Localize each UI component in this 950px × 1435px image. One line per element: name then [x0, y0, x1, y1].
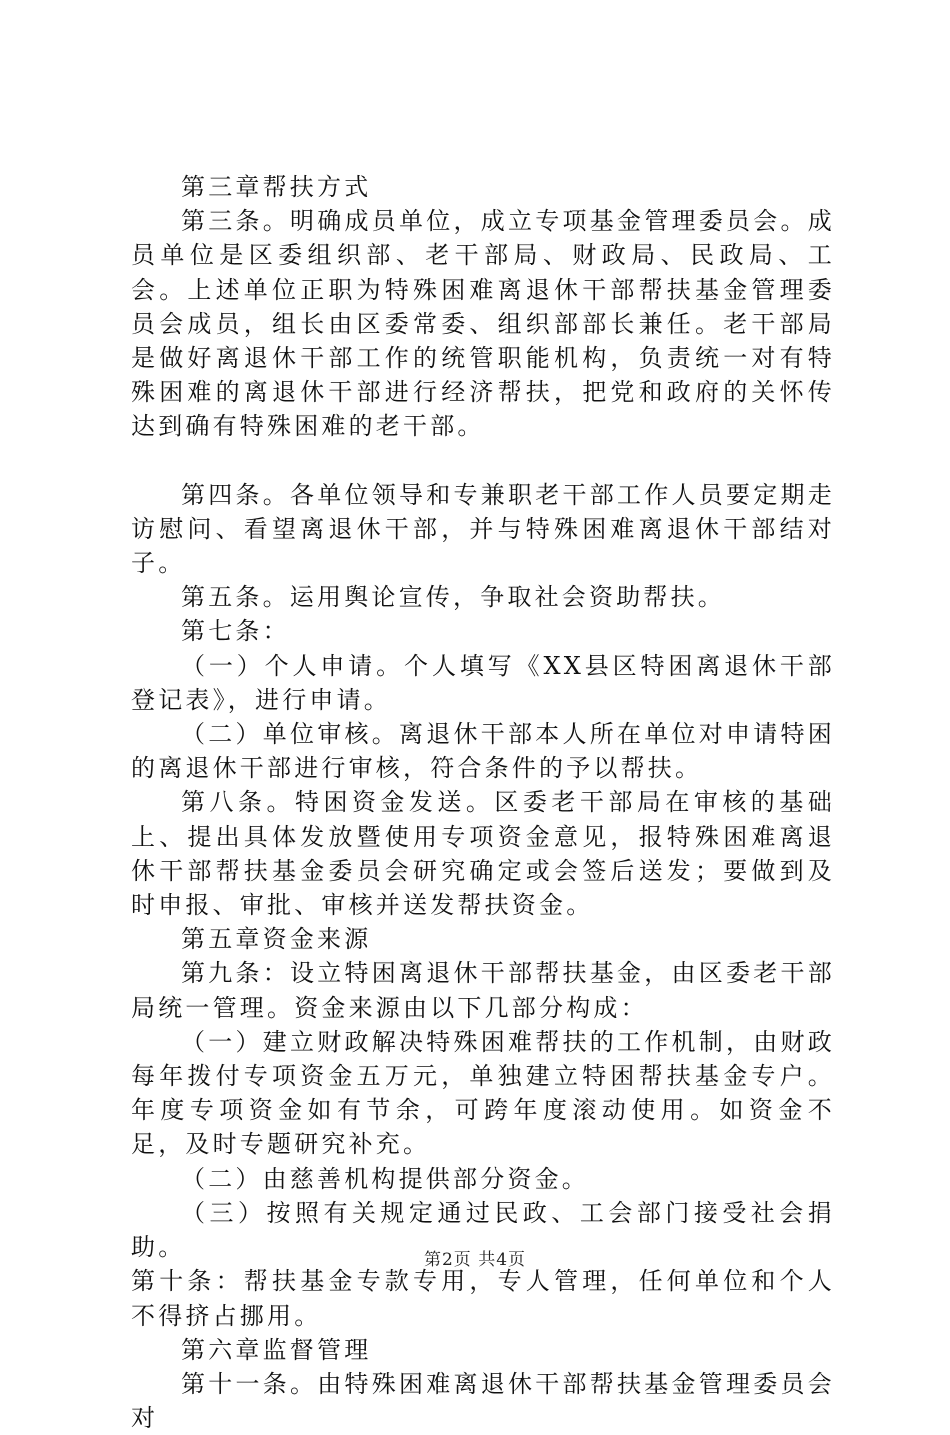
chapter-heading: 第五章资金来源 [181, 925, 372, 954]
list-item-paragraph: （二）单位审核。离退休干部本人所在单位对申请特困的离退休干部进行审核，符合条件的予以帮扶。 [131, 720, 835, 783]
article-paragraph: 第十条：帮扶基金专款专用，专人管理，任何单位和个人不得挤占挪用。 [131, 1267, 835, 1330]
article-paragraph: 第十一条。由特殊困难离退休干部帮扶基金管理委员会对 [131, 1369, 835, 1433]
chapter-heading: 第六章监督管理 [181, 1335, 372, 1364]
article-paragraph: 第九条：设立特困离退休干部帮扶基金，由区委老干部局统一管理。资金来源由以下几部分构成： [131, 959, 835, 1022]
list-item-paragraph: （二）由慈善机构提供部分资金。 [181, 1164, 589, 1193]
list-item-paragraph: （一）个人申请。个人填写《XX县区特困离退休干部登记表》，进行申请。 [131, 651, 835, 714]
article-paragraph: 第三条。明确成员单位，成立专项基金管理委员会。成员单位是区委组织部、老干部局、财政局、民政局、工会。上述单位正职为特殊困难离退休干部帮扶基金管理委员会成员，组长由区委常委、组织部部长兼任。老干部局是做好离退休干部工作的统管职能机构，负责统一对有特殊困难的离退休干部进行经济帮扶，把党和政府的关怀传达到确有特殊困难的老干部。 [131, 207, 835, 441]
chapter-heading: 第三章帮扶方式 [181, 173, 372, 201]
article-paragraph: 第四条。各单位领导和专兼职老干部工作人员要定期走访慰问、看望离退休干部，并与特殊困难离退休干部结对子。 [131, 480, 835, 578]
article-paragraph: 第七条： [181, 617, 290, 646]
page-number-footer: 第2页 共4页 [423, 1250, 527, 1270]
article-paragraph: 第五条。运用舆论宣传，争取社会资助帮扶。 [181, 583, 725, 612]
article-paragraph: 第八条。特困资金发送。区委老干部局在审核的基础上、提出具体发放暨使用专项资金意见，报特殊困难离退休干部帮扶基金委员会研究确定或会签后送发；要做到及时申报、审批、审核并送发帮扶资金。 [131, 788, 835, 920]
list-item-paragraph: （三）按照有关规定通过民政、工会部门接受社会捐助。 [131, 1198, 835, 1262]
list-item-paragraph: （一）建立财政解决特殊困难帮扶的工作机制，由财政每年拨付专项资金五万元，单独建立特困帮扶基金专户。年度专项资金如有节余，可跨年度滚动使用。如资金不足，及时专题研究补充。 [131, 1027, 835, 1159]
